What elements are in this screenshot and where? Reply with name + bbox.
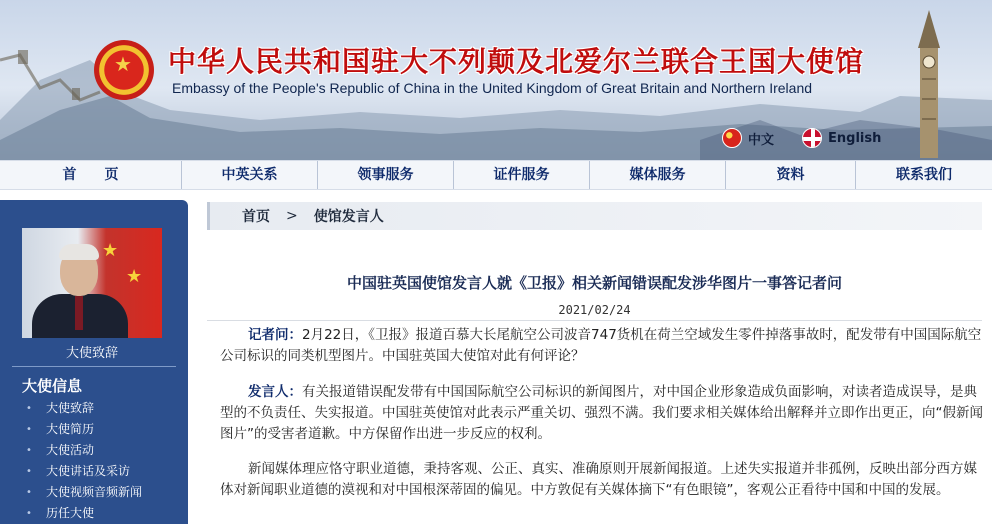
sidebar-heading: 大使信息 [22, 377, 83, 395]
header-banner [0, 0, 992, 160]
photo-figure-tie [75, 296, 83, 330]
language-switch-chinese[interactable] [722, 128, 774, 148]
bullet-icon: • [26, 445, 32, 456]
bullet-icon: • [26, 508, 32, 519]
article-paragraph-question [220, 325, 984, 367]
article-paragraph-media-ethics [220, 459, 984, 501]
nav-item-document-services[interactable]: 证件服务 [454, 161, 590, 189]
language-label-english: English [828, 130, 882, 146]
nav-item-china-uk-relations[interactable]: 中英关系 [182, 161, 318, 189]
breadcrumb-current-link[interactable]: 使馆发言人 [313, 209, 384, 225]
ambassador-photo-caption[interactable]: 大使致辞 [65, 346, 118, 361]
nav-item-resources[interactable]: 资料 [726, 161, 856, 189]
sidebar-item-former-ambassadors[interactable] [26, 503, 142, 524]
sidebar-item-ambassador-speech[interactable] [26, 398, 142, 419]
article-paragraph-answer [220, 382, 984, 445]
bullet-icon: • [26, 487, 32, 498]
flag-star-icon: ★ [102, 240, 119, 261]
sidebar-item-ambassador-resume[interactable] [26, 419, 142, 440]
china-flag-icon [722, 128, 742, 148]
article-divider [207, 320, 982, 321]
sidebar-item-label: 大使视频音频新闻 [46, 485, 143, 499]
big-ben-icon [912, 8, 946, 158]
embassy-title-cn: 中华人民共和国驻大不列颠及北爱尔兰联合王国大使馆 [168, 45, 865, 78]
bullet-icon: • [26, 466, 32, 477]
sidebar-item-label: 大使简历 [46, 422, 95, 436]
sidebar-item-video-audio-news[interactable] [26, 482, 142, 503]
nav-item-home[interactable]: 首 页 [0, 161, 182, 189]
flag-star-icon: ★ [126, 266, 143, 287]
sidebar-item-speeches-interviews[interactable] [26, 461, 142, 482]
paragraph-text: 新闻媒体理应恪守职业道德，秉持客观、公正、真实、准确原则开展新闻报道。上述失实报道并非孤例，反映出部分西方媒体对新闻职业道德的漠视和对中国根深蒂固的偏见。中方敦促有关媒体摘下“有色眼镜”，客观公正看待中国和中国的发展。 [220, 461, 977, 498]
sidebar-divider [12, 366, 176, 367]
emblem-star-icon: ★ [114, 52, 132, 76]
breadcrumb-separator: > [286, 208, 298, 224]
sidebar-item-label: 历任大使 [46, 506, 95, 520]
bullet-icon: • [26, 403, 32, 414]
article-title: 中国驻英国使馆发言人就《卫报》相关新闻错误配发涉华图片一事答记者问 [346, 274, 842, 292]
article-date: 2021/02/24 [558, 303, 631, 317]
nav-item-media-services[interactable]: 媒体服务 [590, 161, 726, 189]
paragraph-lead-spokesperson: 发言人： [248, 384, 302, 400]
uk-flag-icon [802, 128, 822, 148]
nav-item-consular-services[interactable]: 领事服务 [318, 161, 454, 189]
paragraph-lead-reporter: 记者问： [248, 327, 302, 343]
sidebar-item-label: 大使活动 [46, 443, 95, 457]
sidebar-list [26, 398, 142, 524]
paragraph-text: 有关报道错误配发带有中国国际航空公司标识的新闻图片，对中国企业形象造成负面影响，对读者造成误导，是典型的不负责任、失实报道。中国驻英使馆对此表示严重关切、强烈不满。我们要求相关媒体给出解释并立即作出更正，向“假新闻图片”的受害者道歉。中方保留作出进一步反应的权利。 [220, 384, 983, 442]
national-emblem-icon [94, 40, 154, 100]
paragraph-text: 2月22日，《卫报》报道百慕大长尾航空公司波音747货机在荷兰空域发生零件掉落事故时，配发带有中国国际航空公司标识的同类机型图片。中国驻英国大使馆对此有何评论？ [220, 327, 982, 364]
embassy-title-en: Embassy of the People's Republic of China in the United Kingdom of Great Britain and Northern Ireland [172, 80, 813, 96]
sidebar-item-label: 大使致辞 [46, 401, 95, 415]
ambassador-photo[interactable] [22, 228, 162, 338]
nav-item-contact-us[interactable]: 联系我们 [896, 167, 952, 183]
language-label-chinese: 中文 [748, 132, 775, 148]
language-switch-english[interactable] [802, 128, 881, 148]
sidebar-item-label: 大使讲话及采访 [46, 464, 131, 478]
sidebar-item-ambassador-activities[interactable] [26, 440, 142, 461]
photo-figure-hair [59, 244, 99, 260]
bullet-icon: • [26, 424, 32, 435]
sidebar [0, 200, 188, 524]
breadcrumb [207, 202, 982, 230]
breadcrumb-home-link[interactable]: 首页 [242, 209, 270, 225]
main-navigation [0, 160, 992, 190]
